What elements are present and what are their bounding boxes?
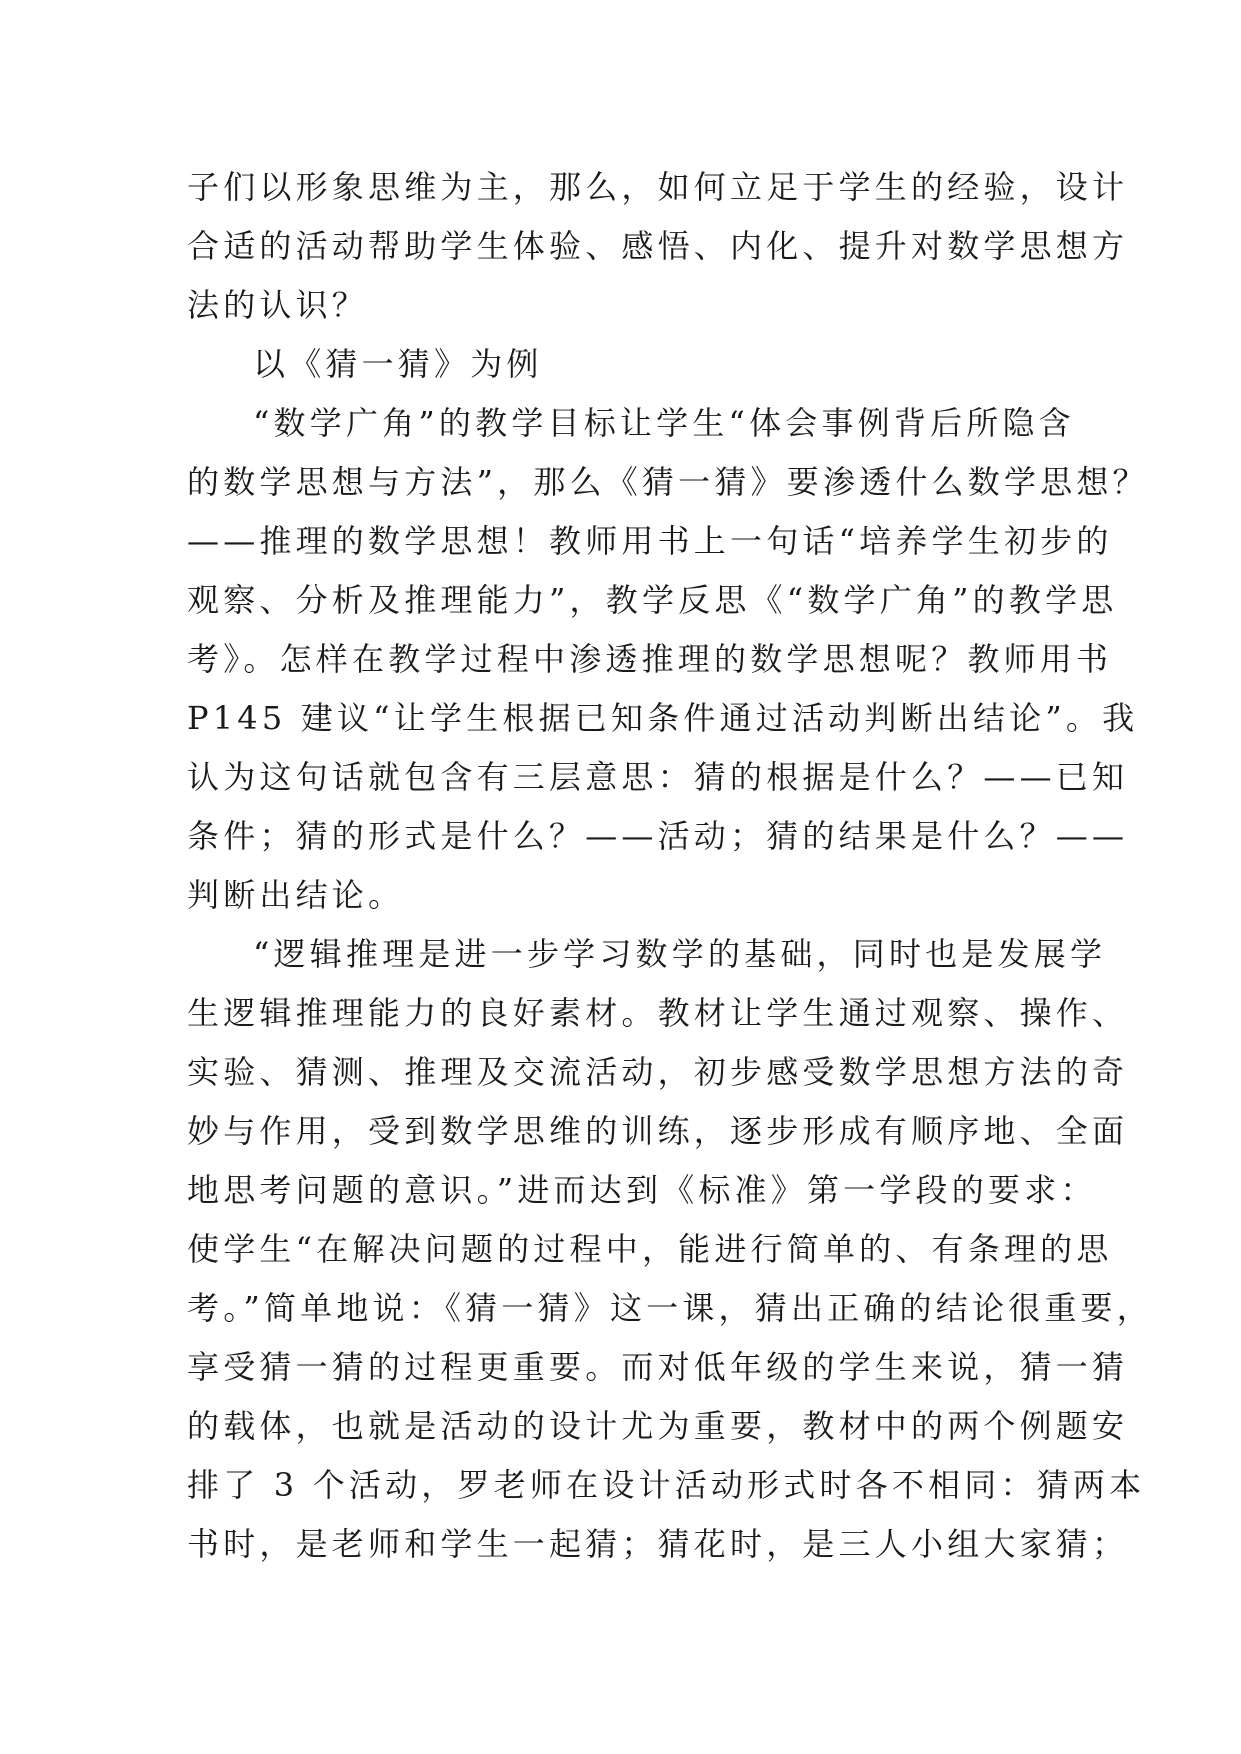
text-line: 子们以形象思维为主，那么，如何立足于学生的经验，设计: [187, 168, 1129, 206]
section-heading: 以《猜一猜》为例: [253, 345, 543, 383]
text-line: 的数学思想与方法”，那么《猜一猜》要渗透什么数学思想？: [187, 463, 1149, 501]
text-line: 判断出结论。: [187, 876, 405, 914]
text-line: 考。”简单地说：《猜一猜》这一课，猜出正确的结论很重要，: [187, 1289, 1153, 1327]
text-line: P145 建议“让学生根据已知条件通过活动判断出结论”。我: [187, 699, 1139, 737]
text-line: 书时，是老师和学生一起猜；猜花时，是三人小组大家猜；: [187, 1525, 1129, 1563]
text-line: 妙与作用，受到数学思维的训练，逐步形成有顺序地、全面: [187, 1112, 1129, 1150]
text-line: “逻辑推理是进一步学习数学的基础，同时也是发展学: [253, 935, 1107, 973]
text-line: 使学生“在解决问题的过程中，能进行简单的、有条理的思: [187, 1230, 1113, 1268]
body-text: [187, 158, 1153, 1574]
text-line: “数学广角”的教学目标让学生“体会事例背后所隐含: [253, 404, 1075, 442]
text-line: 法的认识？: [187, 286, 369, 324]
text-line: 观察、分析及推理能力”，教学反思《“数学广角”的教学思: [187, 581, 1118, 619]
text-line: 条件；猜的形式是什么？——活动；猜的结果是什么？——: [187, 817, 1129, 855]
text-line: ——推理的数学思想！教师用书上一句话“培养学生初步的: [187, 522, 1113, 560]
text-line: 地思考问题的意识。”进而达到《标准》第一学段的要求：: [187, 1171, 1097, 1209]
text-line: 的载体，也就是活动的设计尤为重要，教材中的两个例题安: [187, 1407, 1129, 1445]
text-line: 排了 3 个活动，罗老师在设计活动形式时各不相同：猜两本: [187, 1466, 1146, 1504]
text-line: 认为这句话就包含有三层意思：猜的根据是什么？——已知: [187, 758, 1129, 796]
text-line: 合适的活动帮助学生体验、感悟、内化、提升对数学思想方: [187, 227, 1129, 265]
text-line: 生逻辑推理能力的良好素材。教材让学生通过观察、操作、: [187, 994, 1129, 1032]
text-line: 实验、猜测、推理及交流活动，初步感受数学思想方法的奇: [187, 1053, 1129, 1091]
text-line: 享受猜一猜的过程更重要。而对低年级的学生来说，猜一猜: [187, 1348, 1129, 1386]
text-line: 考》。怎样在教学过程中渗透推理的数学思想呢？教师用书: [187, 640, 1113, 678]
